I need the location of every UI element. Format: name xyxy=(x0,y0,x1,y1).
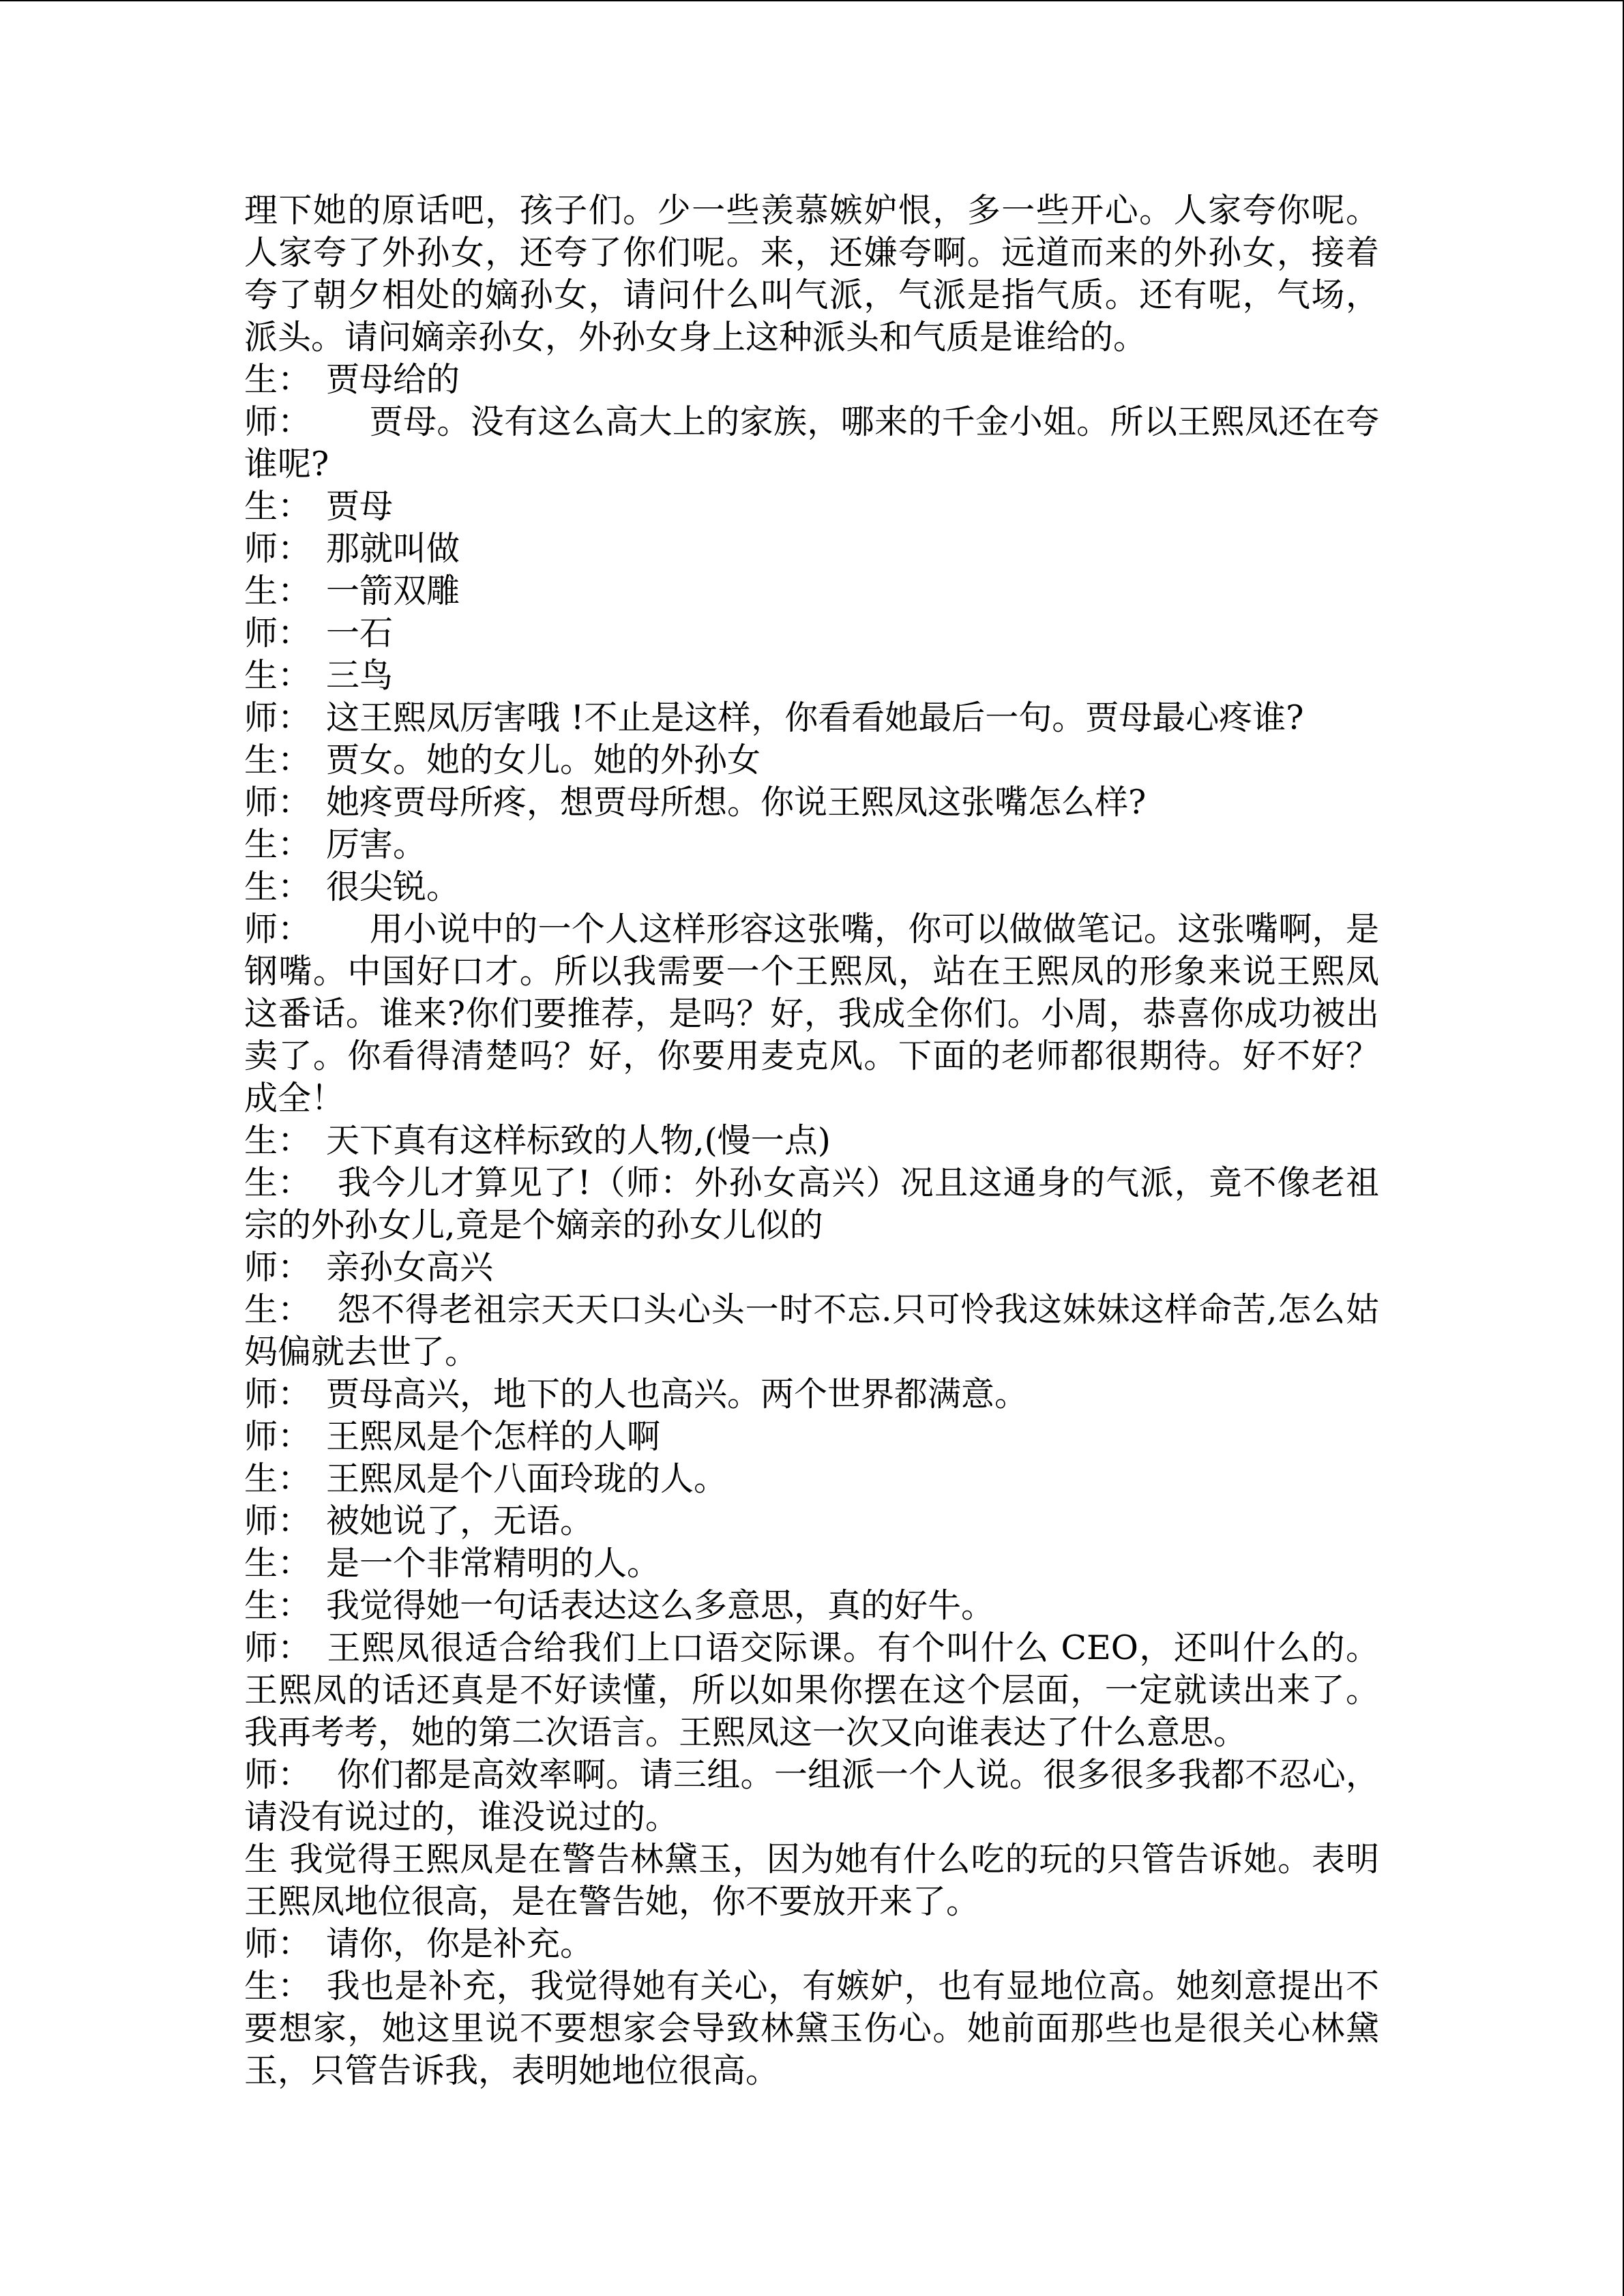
dialogue-line xyxy=(244,1416,1379,1458)
dialogue-text: 三鸟 xyxy=(326,656,394,695)
dialogue-line xyxy=(244,1289,1379,1373)
dialogue-line xyxy=(244,697,1379,739)
speaker-label: 生： xyxy=(244,1544,312,1583)
dialogue-line xyxy=(244,781,1379,824)
speaker-label: 生： xyxy=(244,825,312,864)
speaker-label: 师： xyxy=(244,698,312,737)
dialogue-line xyxy=(244,1120,1379,1162)
dialogue-text: 是一个非常精明的人。 xyxy=(326,1544,661,1583)
dialogue-text: 被她说了，无语。 xyxy=(326,1502,594,1540)
dialogue-text: 厉害。 xyxy=(326,825,427,864)
dialogue-line xyxy=(244,1542,1379,1585)
dialogue-line xyxy=(244,1247,1379,1289)
dialogue-line xyxy=(244,1627,1390,1754)
dialogue-text: 亲孙女高兴 xyxy=(326,1248,494,1287)
dialogue-list xyxy=(244,359,1390,2092)
dialogue-line xyxy=(244,866,1379,908)
speaker-label: 生： xyxy=(244,1967,312,2006)
speaker-label: 师： xyxy=(244,614,312,653)
dialogue-text: 贾母 xyxy=(326,487,394,526)
dialogue-text: 贾母。没有这么高大上的家族，哪来的千金小姐。所以王熙凤还在夸谁呢? xyxy=(244,402,1379,483)
dialogue-line xyxy=(244,1585,1379,1627)
dialogue-text: 你们都是高效率啊。请三组。一组派一个人说。很多很多我都不忍心，请没有说过的，谁没说过的。 xyxy=(244,1755,1379,1836)
speaker-label: 生 xyxy=(244,1840,278,1879)
speaker-label: 生： xyxy=(244,1121,312,1160)
dialogue-text: 王熙凤是个怎样的人啊 xyxy=(326,1417,661,1456)
dialogue-text: 那就叫做 xyxy=(326,529,460,568)
speaker-label: 生： xyxy=(244,571,312,610)
dialogue-text: 王熙凤是个八面玲珑的人。 xyxy=(326,1459,728,1498)
dialogue-text: 请你，你是补充。 xyxy=(326,1924,594,1963)
dialogue-text: 怨不得老祖宗天天口头心头一时不忘.只可怜我这妹妹这样命苦,怎么姑妈偏就去世了。 xyxy=(244,1290,1379,1371)
speaker-label: 师： xyxy=(244,402,312,441)
speaker-label: 生： xyxy=(244,1586,312,1625)
speaker-label: 生： xyxy=(244,656,312,695)
dialogue-line xyxy=(244,359,1379,401)
dialogue-line xyxy=(244,1838,1379,1923)
dialogue-line xyxy=(244,1965,1379,2092)
speaker-label: 生： xyxy=(244,741,312,779)
speaker-label: 生： xyxy=(244,487,312,526)
dialogue-line xyxy=(244,1373,1379,1416)
speaker-label: 生： xyxy=(244,1290,312,1329)
dialogue-line xyxy=(244,1754,1379,1838)
dialogue-text: 一石 xyxy=(326,614,394,653)
dialogue-text: 我觉得她一句话表达这么多意思，真的好牛。 xyxy=(326,1586,995,1625)
dialogue-line xyxy=(244,401,1379,486)
dialogue-line xyxy=(244,528,1379,570)
speaker-label: 师： xyxy=(244,783,312,822)
dialogue-text: 贾女。她的女儿。她的外孙女 xyxy=(326,741,761,779)
dialogue-text: 我今儿才算见了!（师：外孙女高兴）况且这通身的气派，竟不像老祖宗的外孙女儿,竟是个嫡亲的孙女儿似的 xyxy=(244,1163,1379,1244)
speaker-label: 师： xyxy=(244,1502,312,1540)
speaker-label: 师： xyxy=(244,1755,312,1794)
dialogue-line xyxy=(244,612,1379,655)
speaker-label: 师： xyxy=(244,529,312,568)
dialogue-text: 很尖锐。 xyxy=(326,867,460,906)
dialogue-text: 这王熙凤厉害哦 !不止是这样，你看看她最后一句。贾母最心疼谁? xyxy=(326,698,1304,737)
dialogue-line xyxy=(244,486,1379,528)
dialogue-line xyxy=(244,1458,1379,1500)
page-border-top xyxy=(0,0,1624,1)
dialogue-line xyxy=(244,1500,1379,1542)
dialogue-text: 一箭双雕 xyxy=(326,571,460,610)
dialogue-text: 贾母给的 xyxy=(326,360,460,399)
dialogue-line xyxy=(244,570,1379,612)
dialogue-text: 贾母高兴，地下的人也高兴。两个世界都满意。 xyxy=(326,1375,1029,1414)
opening-paragraph: 理下她的原话吧，孩子们。少一些羡慕嫉妒恨，多一些开心。人家夸你呢。人家夸了外孙女，还夸了你们呢。来，还嫌夸啊。远道而来的外孙女，接着夸了朝夕相处的嫡孙女，请问什么叫气派，气派是指气质。还有呢，气场，派头。请问嫡亲孙女，外孙女身上这种派头和气质是谁给的。 xyxy=(244,191,1379,357)
dialogue-text: 王熙凤很适合给我们上口语交际课。有个叫什么 CEO，还叫什么的。 王熙凤的话还真是不好读懂，所以如果你摆在这个层面，一定就读出来了。我再考考，她的第二次语言。王熙凤这一次又向谁表达了什么意思。 xyxy=(244,1628,1390,1752)
speaker-label: 生： xyxy=(244,1163,312,1202)
speaker-label: 师： xyxy=(244,1417,312,1456)
speaker-label: 生： xyxy=(244,1459,312,1498)
dialogue-line xyxy=(244,655,1379,697)
speaker-label: 师： xyxy=(244,910,312,949)
speaker-label: 师： xyxy=(244,1248,312,1287)
dialogue-line xyxy=(244,1923,1379,1965)
speaker-label: 师： xyxy=(244,1924,312,1963)
dialogue-line xyxy=(244,739,1379,781)
dialogue-text: 我也是补充，我觉得她有关心，有嫉妒，也有显地位高。她刻意提出不要想家，她这里说不要想家会导致林黛玉伤心。她前面那些也是很关心林黛玉，只管告诉我，表明她地位很高。 xyxy=(244,1967,1379,2090)
dialogue-text: 天下真有这样标致的人物,(慢一点) xyxy=(326,1121,831,1160)
dialogue-text: 她疼贾母所疼，想贾母所想。你说王熙凤这张嘴怎么样? xyxy=(326,783,1147,822)
dialogue-line xyxy=(244,908,1379,1120)
dialogue-line xyxy=(244,1162,1379,1247)
speaker-label: 师： xyxy=(244,1628,312,1667)
dialogue-text: 用小说中的一个人这样形容这张嘴，你可以做做笔记。这张嘴啊，是钢嘴。中国好口才。所以我需要一个王熙凤，站在王熙凤的形象来说王熙凤这番话。谁来?你们要推荐，是吗？好，我成全你们。小周，恭喜你成功被出卖了。你看得清楚吗？好，你要用麦克风。下面的老师都很期待。好不好？成全！ xyxy=(244,910,1379,1118)
speaker-label: 生： xyxy=(244,867,312,906)
dialogue-line xyxy=(244,824,1379,866)
document-body xyxy=(244,190,1390,2092)
dialogue-text: 我觉得王熙凤是在警告林黛玉，因为她有什么吃的玩的只管告诉她。表明王熙凤地位很高，是在警告她，你不要放开来了。 xyxy=(244,1840,1379,1921)
speaker-label: 生： xyxy=(244,360,312,399)
speaker-label: 师： xyxy=(244,1375,312,1414)
